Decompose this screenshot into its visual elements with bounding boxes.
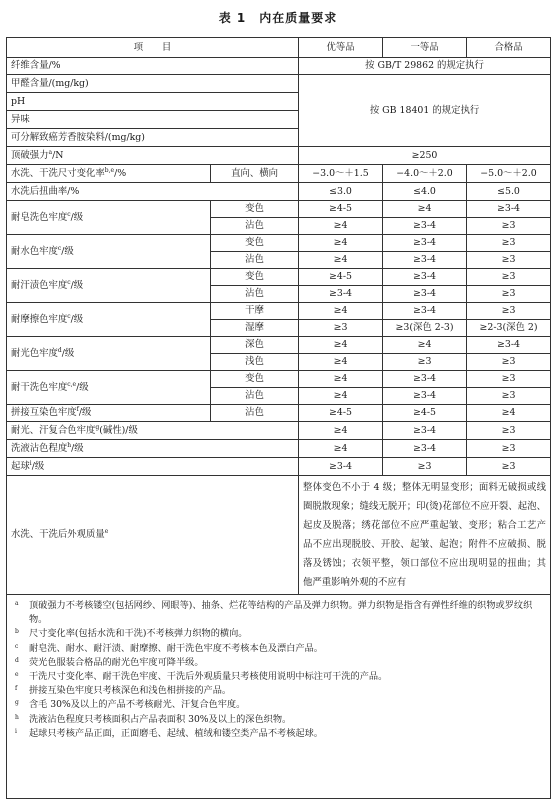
- row-label: 耐干洗色牢度$^{c,e}$/级: [7, 371, 211, 405]
- row-grade3: ≥2-3(深色 2): [467, 320, 551, 337]
- header-grade2: 一等品: [383, 38, 467, 58]
- footnote-mark: i: [15, 727, 17, 735]
- row-value: 按 GB 18401 的规定执行: [299, 75, 551, 147]
- row-grade1: ≥4-5: [299, 201, 383, 218]
- row-grade2: ≥3-4: [383, 371, 467, 388]
- row-grade2: ≥3-4: [383, 440, 467, 458]
- row-label: 起球$^i$/级: [7, 458, 299, 476]
- footnote-mark: g: [15, 699, 19, 707]
- row-label: 水洗、干洗尺寸变化率$^{b,e}$/%: [7, 165, 211, 183]
- row-grade2: −4.0～＋2.0: [383, 165, 467, 183]
- row-sub: 沾色: [211, 388, 299, 405]
- row-sub: 沾色: [211, 252, 299, 269]
- row-label: 纤维含量/%: [7, 58, 299, 75]
- row-grade2: ≥3-4: [383, 286, 467, 303]
- row-label: 异味: [7, 111, 299, 129]
- table-row: [7, 75, 551, 93]
- row-sub: 沾色: [211, 405, 299, 422]
- row-grade2: ≥3-4: [383, 218, 467, 235]
- header-grade3: 合格品: [467, 38, 551, 58]
- footnote: [15, 656, 542, 670]
- row-grade3: ≥3-4: [467, 337, 551, 354]
- row-label: 拼接互染色牢度$^f$/级: [7, 405, 211, 422]
- row-grade1: ≥4: [299, 354, 383, 371]
- row-label: 洗液沾色程度$^h$/级: [7, 440, 299, 458]
- row-sub: 变色: [211, 269, 299, 286]
- row-grade1: ≥4: [299, 235, 383, 252]
- row-grade3: ≥3: [467, 252, 551, 269]
- quality-requirements-table: [6, 37, 551, 799]
- row-label: 水洗、干洗后外观质量$^e$: [7, 476, 299, 595]
- row-grade1: ≥3: [299, 320, 383, 337]
- row-sub: 直向、横向: [211, 165, 299, 183]
- table-row: [7, 183, 551, 201]
- row-grade1: ≤3.0: [299, 183, 383, 201]
- footnote-mark: e: [15, 671, 19, 679]
- row-grade2: ≥4: [383, 201, 467, 218]
- row-grade3: ≥3: [467, 286, 551, 303]
- footnote-text: 起球只考核产品正面，正面磨毛、起绒、植绒和镂空类产品不考核起球。: [29, 727, 323, 739]
- header-row: [7, 38, 551, 58]
- row-sub: 变色: [211, 235, 299, 252]
- row-grade1: ≥4-5: [299, 405, 383, 422]
- header-item: 项 目: [7, 38, 299, 58]
- row-grade3: ≥4: [467, 405, 551, 422]
- row-grade3: ≥3: [467, 388, 551, 405]
- table-row: [7, 440, 551, 458]
- row-grade1: ≥3-4: [299, 458, 383, 476]
- header-grade1: 优等品: [299, 38, 383, 58]
- footnote-text: 洗液沾色程度只考核面积占产品表面积 30%及以上的深色织物。: [29, 713, 292, 725]
- row-grade2: ≥3-4: [383, 235, 467, 252]
- footnote-text: 耐皂洗、耐水、耐汗渍、耐摩擦、耐干洗色牢度不考核本色及漂白产品。: [29, 642, 323, 654]
- table-row: [7, 235, 551, 252]
- row-grade2: ≥3: [383, 458, 467, 476]
- table-title: 表 1 内在质量要求: [218, 11, 338, 25]
- row-label: 甲醛含量/(mg/kg): [7, 75, 299, 93]
- table-row: [7, 147, 551, 165]
- table-row: [7, 422, 551, 440]
- row-grade3: ≥3: [467, 354, 551, 371]
- row-label: 耐汗渍色牢度$^c$/级: [7, 269, 211, 303]
- footnote: [15, 642, 542, 656]
- row-grade1: ≥4-5: [299, 269, 383, 286]
- row-grade2: ≥3-4: [383, 269, 467, 286]
- footnote: [15, 727, 542, 741]
- row-sub: 沾色: [211, 286, 299, 303]
- row-grade1: ≥4: [299, 440, 383, 458]
- row-grade3: ≥3: [467, 218, 551, 235]
- notes-row: [7, 595, 551, 799]
- row-grade3: ≤5.0: [467, 183, 551, 201]
- footnote-text: 顶破强力不考核镂空(包括网纱、网眼等)、抽条、烂花等结构的产品及弹力织物。弹力织物是指含有弹性纤维的织物或罗纹织物。: [29, 600, 533, 626]
- footnotes: [7, 595, 551, 799]
- row-sub: 沾色: [211, 218, 299, 235]
- footnote-text: 干洗尺寸变化率、耐干洗色牢度、干洗后外观质量只考核使用说明中标注可干洗的产品。: [29, 671, 388, 683]
- row-sub: 浅色: [211, 354, 299, 371]
- footnote: [15, 684, 542, 698]
- row-grade3: ≥3: [467, 458, 551, 476]
- row-grade2: ≥4-5: [383, 405, 467, 422]
- row-grade1: ≥3-4: [299, 286, 383, 303]
- footnote-mark: c: [15, 642, 19, 650]
- footnote-mark: b: [15, 628, 19, 636]
- row-grade1: ≥4: [299, 303, 383, 320]
- row-label: 可分解致癌芳香胺染料/(mg/kg): [7, 129, 299, 147]
- footnote-text: 拼接互染色牢度只考核深色和浅色相拼接的产品。: [29, 685, 232, 697]
- footnote: [15, 627, 542, 641]
- footnote: [15, 698, 542, 712]
- row-grade3: ≥3: [467, 269, 551, 286]
- row-label: 耐光色牢度$^d$/级: [7, 337, 211, 371]
- table-row: [7, 269, 551, 286]
- footnote-mark: d: [15, 656, 19, 664]
- row-value: 按 GB/T 29862 的规定执行: [299, 58, 551, 75]
- footnote: [15, 713, 542, 727]
- row-grade3: −5.0～＋2.0: [467, 165, 551, 183]
- row-sub: 深色: [211, 337, 299, 354]
- table-row: [7, 476, 551, 595]
- row-grade1: ≥4: [299, 371, 383, 388]
- row-label: 耐皂洗色牢度$^c$/级: [7, 201, 211, 235]
- row-grade1: −3.0～＋1.5: [299, 165, 383, 183]
- row-sub: 变色: [211, 201, 299, 218]
- row-grade3: ≥3: [467, 371, 551, 388]
- footnote: [15, 670, 542, 684]
- row-grade2: ≥3-4: [383, 388, 467, 405]
- appearance-requirements: 整体变色不小于 4 级；整体无明显变形；面料无破损或线圈脱散现象；缝线无脱开；印(烫)花部位不应开裂、起泡、起皮及脱落；绣花部位不应严重起皱、变形；粘合工艺产品不应出现脱胶、开胶、起皱、起泡；附件不应破损、脱落及锈蚀；衣领平整，领口部位不应出现明显的扭曲；其他严重影响外观的不应有: [299, 476, 551, 595]
- row-grade2: ≥3-4: [383, 252, 467, 269]
- row-label: 顶破强力$^a$/N: [7, 147, 299, 165]
- row-grade1: ≥4: [299, 422, 383, 440]
- footnote-text: 尺寸变化率(包括水洗和干洗)不考核弹力织物的横向。: [29, 628, 248, 640]
- row-sub: 干摩: [211, 303, 299, 320]
- row-grade3: ≥3-4: [467, 201, 551, 218]
- row-label: pH: [7, 93, 299, 111]
- table-row: [7, 303, 551, 320]
- row-sub: 湿摩: [211, 320, 299, 337]
- row-grade2: ≤4.0: [383, 183, 467, 201]
- footnote-mark: h: [15, 713, 19, 721]
- table-row: [7, 58, 551, 75]
- table-row: [7, 371, 551, 388]
- row-grade1: ≥4: [299, 218, 383, 235]
- table-row: [7, 201, 551, 218]
- row-grade2: ≥3(深色 2-3): [383, 320, 467, 337]
- row-grade3: ≥3: [467, 303, 551, 320]
- row-value: ≥250: [299, 147, 551, 165]
- row-grade1: ≥4: [299, 252, 383, 269]
- table-row: [7, 337, 551, 354]
- row-grade1: ≥4: [299, 337, 383, 354]
- table-row: [7, 405, 551, 422]
- footnote-mark: f: [15, 685, 18, 693]
- row-grade3: ≥3: [467, 422, 551, 440]
- row-grade2: ≥3-4: [383, 422, 467, 440]
- row-grade3: ≥3: [467, 235, 551, 252]
- table-row: [7, 458, 551, 476]
- row-grade2: ≥4: [383, 337, 467, 354]
- row-grade2: ≥3-4: [383, 303, 467, 320]
- row-grade2: ≥3: [383, 354, 467, 371]
- row-label: 耐摩擦色牢度$^c$/级: [7, 303, 211, 337]
- footnote: [15, 599, 542, 627]
- table-row: [7, 165, 551, 183]
- row-grade1: ≥4: [299, 388, 383, 405]
- footnote-text: 荧光色服装合格品的耐光色牢度可降半级。: [29, 656, 204, 668]
- row-label: 水洗后扭曲率/%: [7, 183, 299, 201]
- row-sub: 变色: [211, 371, 299, 388]
- row-label: 耐光、汗复合色牢度$^g$(碱性)/级: [7, 422, 299, 440]
- footnote-mark: a: [15, 600, 19, 607]
- footnote-text: 含毛 30%及以上的产品不考核耐光、汗复合色牢度。: [29, 699, 246, 711]
- row-label: 耐水色牢度$^c$/级: [7, 235, 211, 269]
- row-grade3: ≥3: [467, 440, 551, 458]
